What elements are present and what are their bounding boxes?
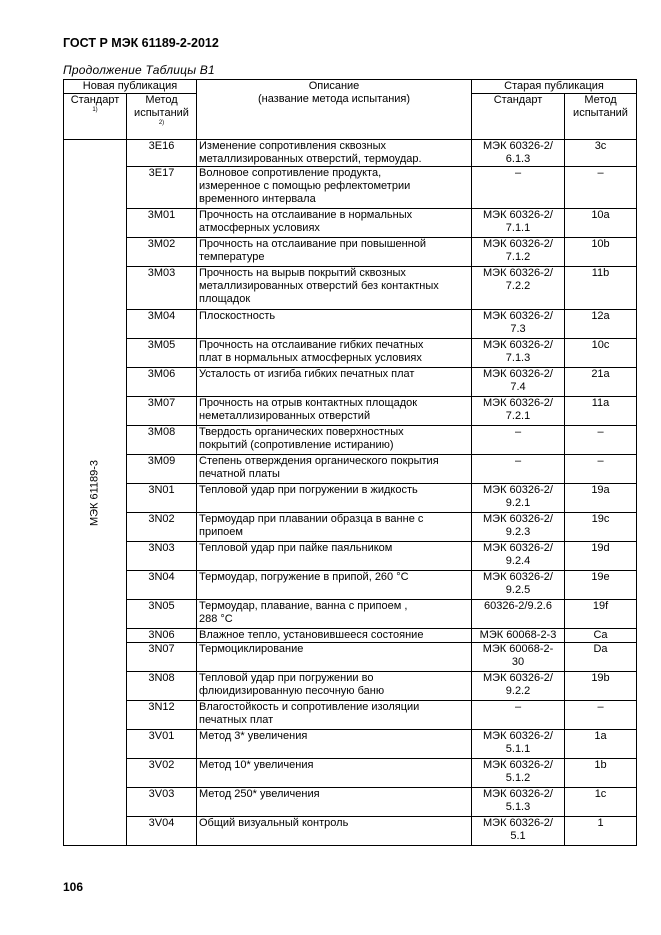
table-row bbox=[64, 455, 637, 484]
description-line: Термоциклирование bbox=[199, 643, 304, 655]
description-line: Тепловой удар при погружении в жидкость bbox=[199, 484, 418, 496]
method-code: 3N06 bbox=[127, 629, 197, 643]
old-standard-line: МЭК 60326-2/ bbox=[483, 759, 553, 771]
old-standard bbox=[472, 455, 565, 484]
old-standard-line: 5.1 bbox=[510, 830, 526, 842]
page-number: 106 bbox=[63, 880, 84, 894]
old-method: Ca bbox=[565, 629, 637, 643]
method-description bbox=[197, 238, 472, 267]
old-method: 11b bbox=[565, 267, 637, 310]
old-standard bbox=[472, 310, 565, 339]
old-standard-line: МЭК 60326-2/ bbox=[483, 730, 553, 742]
method-code: 3M07 bbox=[127, 397, 197, 426]
method-description bbox=[197, 542, 472, 571]
description-line: Тепловой удар при пайке паяльником bbox=[199, 542, 393, 554]
description-line: Влагостойкость и сопротивление изоляции bbox=[199, 701, 420, 713]
header-method bbox=[127, 94, 197, 140]
old-method: – bbox=[565, 701, 637, 730]
method-code: 3N02 bbox=[127, 513, 197, 542]
method-code: 3V02 bbox=[127, 759, 197, 788]
description-line: измеренное с помощью рефлектометрии bbox=[199, 180, 411, 192]
description-line: флюидизированную песочную баню bbox=[199, 685, 385, 697]
table-row bbox=[64, 426, 637, 455]
method-code: 3E16 bbox=[127, 140, 197, 167]
description-line: Прочность на отслаивание гибких печатных bbox=[199, 339, 424, 351]
old-standard bbox=[472, 426, 565, 455]
old-standard-line: МЭК 60326-2/ bbox=[483, 209, 553, 221]
old-standard bbox=[472, 484, 565, 513]
method-description bbox=[197, 167, 472, 209]
old-standard bbox=[472, 817, 565, 846]
method-code: 3N12 bbox=[127, 701, 197, 730]
old-standard bbox=[472, 167, 565, 209]
table-row bbox=[64, 513, 637, 542]
table-row bbox=[64, 759, 637, 788]
method-code: 3N03 bbox=[127, 542, 197, 571]
table-row bbox=[64, 238, 637, 267]
header-description bbox=[197, 80, 472, 140]
old-method: 1c bbox=[565, 788, 637, 817]
old-method: 12a bbox=[565, 310, 637, 339]
old-standard-line: МЭК 60326-2/ bbox=[483, 672, 553, 684]
old-standard-line: 5.1.3 bbox=[505, 801, 531, 813]
method-code: 3M04 bbox=[127, 310, 197, 339]
old-standard-line: МЭК 60068-2-3 bbox=[479, 629, 557, 641]
old-method: 21a bbox=[565, 368, 637, 397]
header-old-method: Метод испытаний bbox=[565, 94, 637, 140]
method-code: 3M08 bbox=[127, 426, 197, 455]
description-line: Термоудар, погружение в припой, 260 °С bbox=[199, 571, 409, 583]
method-code: 3N05 bbox=[127, 600, 197, 629]
old-standard bbox=[472, 339, 565, 368]
description-line: Усталость от изгиба гибких печатных плат bbox=[199, 368, 415, 380]
table-row bbox=[64, 643, 637, 672]
method-description bbox=[197, 426, 472, 455]
old-method: 19d bbox=[565, 542, 637, 571]
table-row bbox=[64, 542, 637, 571]
description-line: Волновое сопротивление продукта, bbox=[199, 167, 382, 179]
description-line: временного интервала bbox=[199, 193, 316, 205]
method-description bbox=[197, 310, 472, 339]
header-description-line-2: (название метода испытания) bbox=[257, 93, 411, 105]
old-standard bbox=[472, 140, 565, 167]
old-standard bbox=[472, 701, 565, 730]
method-description bbox=[197, 397, 472, 426]
table-row bbox=[64, 701, 637, 730]
old-method: – bbox=[565, 426, 637, 455]
table-row bbox=[64, 397, 637, 426]
old-standard-line: МЭК 60326-2/ bbox=[483, 542, 553, 554]
old-standard-line: 30 bbox=[511, 656, 525, 668]
old-standard-line: МЭК 60068-2- bbox=[482, 643, 554, 655]
method-description bbox=[197, 267, 472, 310]
method-code: 3N07 bbox=[127, 643, 197, 672]
method-description bbox=[197, 759, 472, 788]
old-method: 10c bbox=[565, 339, 637, 368]
description-line: Изменение сопротивления сквозных bbox=[199, 140, 386, 152]
old-method: 10b bbox=[565, 238, 637, 267]
old-method: 19f bbox=[565, 600, 637, 629]
old-standard-line: МЭК 60326-2/ bbox=[483, 571, 553, 583]
method-description bbox=[197, 571, 472, 600]
description-line: температуре bbox=[199, 251, 265, 263]
old-method: 19b bbox=[565, 672, 637, 701]
table-row bbox=[64, 571, 637, 600]
method-description bbox=[197, 788, 472, 817]
description-line: Термоудар, плавание, ванна с припоем , bbox=[199, 600, 408, 612]
method-description bbox=[197, 339, 472, 368]
old-method: 1a bbox=[565, 730, 637, 759]
description-line: Прочность на отслаивание в нормальных bbox=[199, 209, 413, 221]
method-code: 3N01 bbox=[127, 484, 197, 513]
methods-table bbox=[63, 79, 637, 846]
method-description bbox=[197, 455, 472, 484]
old-method: 1b bbox=[565, 759, 637, 788]
table-row bbox=[64, 140, 637, 167]
table-row bbox=[64, 267, 637, 310]
old-standard bbox=[472, 368, 565, 397]
old-standard-line: 60326-2/9.2.6 bbox=[484, 600, 552, 612]
old-standard bbox=[472, 209, 565, 238]
description-line: Степень отверждения органического покрытия bbox=[199, 455, 439, 467]
table-caption: Продолжение Таблицы В1 bbox=[63, 63, 215, 77]
description-line: Твердость органических поверхностных bbox=[199, 426, 404, 438]
table-row bbox=[64, 484, 637, 513]
description-line: Общий визуальный контроль bbox=[199, 817, 349, 829]
description-line: неметаллизированных отверстий bbox=[199, 410, 371, 422]
old-method: 10a bbox=[565, 209, 637, 238]
old-standard-line: МЭК 60326-2/ bbox=[483, 397, 553, 409]
method-code: 3N04 bbox=[127, 571, 197, 600]
old-method: 1 bbox=[565, 817, 637, 846]
old-standard-line: 7.3 bbox=[510, 323, 526, 335]
description-line: Плоскостность bbox=[199, 310, 276, 322]
method-code: 3M01 bbox=[127, 209, 197, 238]
method-code: 3M02 bbox=[127, 238, 197, 267]
method-code: 3M03 bbox=[127, 267, 197, 310]
description-line: Влажное тепло, установившееся состояние bbox=[199, 629, 424, 641]
old-standard bbox=[472, 397, 565, 426]
description-line: печатной платы bbox=[199, 468, 280, 480]
method-description bbox=[197, 600, 472, 629]
method-code: 3V01 bbox=[127, 730, 197, 759]
old-standard-line: МЭК 60326-2/ bbox=[483, 484, 553, 496]
old-standard-line: – bbox=[514, 701, 522, 713]
table-row bbox=[64, 788, 637, 817]
old-standard bbox=[472, 513, 565, 542]
description-line: Прочность на отрыв контактных площадок bbox=[199, 397, 418, 409]
old-standard bbox=[472, 643, 565, 672]
old-method: – bbox=[565, 167, 637, 209]
description-line: металлизированных отверстий, термоудар. bbox=[199, 153, 422, 165]
old-standard-line: 9.2.2 bbox=[505, 685, 531, 697]
document-title: ГОСТ Р МЭК 61189-2-2012 bbox=[63, 36, 219, 50]
table-row bbox=[64, 730, 637, 759]
old-standard-line: 9.2.4 bbox=[505, 555, 531, 567]
old-standard-line: 7.1.3 bbox=[505, 352, 531, 364]
standard-group-cell bbox=[64, 140, 127, 846]
old-standard-line: – bbox=[514, 167, 522, 179]
description-line: печатных плат bbox=[199, 714, 274, 726]
header-old-publication: Старая публикация bbox=[472, 80, 637, 94]
description-line: 288 °С bbox=[199, 613, 233, 625]
old-standard-line: 7.4 bbox=[510, 381, 526, 393]
old-standard-line: МЭК 60326-2/ bbox=[483, 238, 553, 250]
description-line: Термоудар при плавании образца в ванне с bbox=[199, 513, 424, 525]
method-code: 3V04 bbox=[127, 817, 197, 846]
method-description bbox=[197, 701, 472, 730]
old-method: 19e bbox=[565, 571, 637, 600]
header-description-line-1: Описание bbox=[308, 80, 360, 92]
table-row bbox=[64, 600, 637, 629]
old-standard-line: – bbox=[514, 455, 522, 467]
table-row bbox=[64, 339, 637, 368]
description-line: Метод 10* увеличения bbox=[199, 759, 314, 771]
method-description bbox=[197, 484, 472, 513]
standard-group-label: МЭК 61189-3 bbox=[88, 459, 101, 526]
method-description bbox=[197, 643, 472, 672]
header-standard-note: 1) bbox=[92, 107, 98, 113]
old-standard bbox=[472, 542, 565, 571]
old-method: 11a bbox=[565, 397, 637, 426]
old-standard-line: 7.2.1 bbox=[505, 410, 531, 422]
method-description bbox=[197, 513, 472, 542]
old-standard-line: – bbox=[514, 426, 522, 438]
old-standard-line: 7.1.1 bbox=[505, 222, 531, 234]
old-standard-line: 9.2.5 bbox=[505, 584, 531, 596]
old-method: 19c bbox=[565, 513, 637, 542]
method-description bbox=[197, 817, 472, 846]
table-row bbox=[64, 209, 637, 238]
table-row bbox=[64, 672, 637, 701]
description-line: плат в нормальных атмосферных условиях bbox=[199, 352, 422, 364]
old-standard-line: 9.2.1 bbox=[505, 497, 531, 509]
old-standard bbox=[472, 238, 565, 267]
table-row bbox=[64, 310, 637, 339]
old-standard-line: МЭК 60326-2/ bbox=[483, 310, 553, 322]
old-method: 3c bbox=[565, 140, 637, 167]
header-new-publication: Новая публикация bbox=[64, 80, 197, 94]
method-code: 3E17 bbox=[127, 167, 197, 209]
old-standard-line: МЭК 60326-2/ bbox=[483, 339, 553, 351]
description-line: атмосферных условиях bbox=[199, 222, 320, 234]
old-standard bbox=[472, 267, 565, 310]
old-standard bbox=[472, 730, 565, 759]
header-method-note: 2) bbox=[158, 120, 165, 126]
old-standard bbox=[472, 672, 565, 701]
table-row bbox=[64, 167, 637, 209]
header-method-label: Метод испытаний bbox=[134, 94, 189, 119]
old-standard bbox=[472, 571, 565, 600]
old-standard-line: МЭК 60326-2/ bbox=[483, 140, 553, 152]
old-standard-line: 5.1.1 bbox=[505, 743, 531, 755]
old-method: 19a bbox=[565, 484, 637, 513]
description-line: покрытий (сопротивление истиранию) bbox=[199, 439, 394, 451]
method-description bbox=[197, 209, 472, 238]
table-body bbox=[64, 140, 637, 846]
description-line: площадок bbox=[199, 293, 251, 305]
header-old-standard: Стандарт bbox=[472, 94, 565, 140]
method-code: 3M09 bbox=[127, 455, 197, 484]
description-line: Метод 250* увеличения bbox=[199, 788, 320, 800]
old-standard bbox=[472, 759, 565, 788]
method-description bbox=[197, 140, 472, 167]
header-standard-label: Стандарт bbox=[70, 94, 120, 106]
table-row bbox=[64, 817, 637, 846]
old-standard bbox=[472, 629, 565, 643]
header-standard bbox=[64, 94, 127, 140]
description-line: Прочность на вырыв покрытий сквозных bbox=[199, 267, 406, 279]
method-code: 3M05 bbox=[127, 339, 197, 368]
old-standard bbox=[472, 600, 565, 629]
old-standard-line: 7.2.2 bbox=[505, 280, 531, 292]
old-standard-line: 7.1.2 bbox=[505, 251, 531, 263]
old-standard-line: 9.2.3 bbox=[505, 526, 531, 538]
table-row bbox=[64, 368, 637, 397]
method-description bbox=[197, 629, 472, 643]
old-method: Da bbox=[565, 643, 637, 672]
method-description bbox=[197, 672, 472, 701]
old-method: – bbox=[565, 455, 637, 484]
table-row bbox=[64, 629, 637, 643]
method-code: 3N08 bbox=[127, 672, 197, 701]
description-line: Тепловой удар при погружении во bbox=[199, 672, 374, 684]
description-line: Метод 3* увеличения bbox=[199, 730, 308, 742]
old-standard-line: МЭК 60326-2/ bbox=[483, 817, 553, 829]
old-standard bbox=[472, 788, 565, 817]
old-standard-line: 5.1.2 bbox=[505, 772, 531, 784]
method-code: 3M06 bbox=[127, 368, 197, 397]
old-standard-line: 6.1.3 bbox=[505, 153, 531, 165]
method-description bbox=[197, 368, 472, 397]
old-standard-line: МЭК 60326-2/ bbox=[483, 788, 553, 800]
old-standard-line: МЭК 60326-2/ bbox=[483, 513, 553, 525]
old-standard-line: МЭК 60326-2/ bbox=[483, 368, 553, 380]
description-line: припоем bbox=[199, 526, 243, 538]
old-standard-line: МЭК 60326-2/ bbox=[483, 267, 553, 279]
method-description bbox=[197, 730, 472, 759]
description-line: металлизированных отверстий без контактных bbox=[199, 280, 439, 292]
description-line: Прочность на отслаивание при повышенной bbox=[199, 238, 427, 250]
method-code: 3V03 bbox=[127, 788, 197, 817]
